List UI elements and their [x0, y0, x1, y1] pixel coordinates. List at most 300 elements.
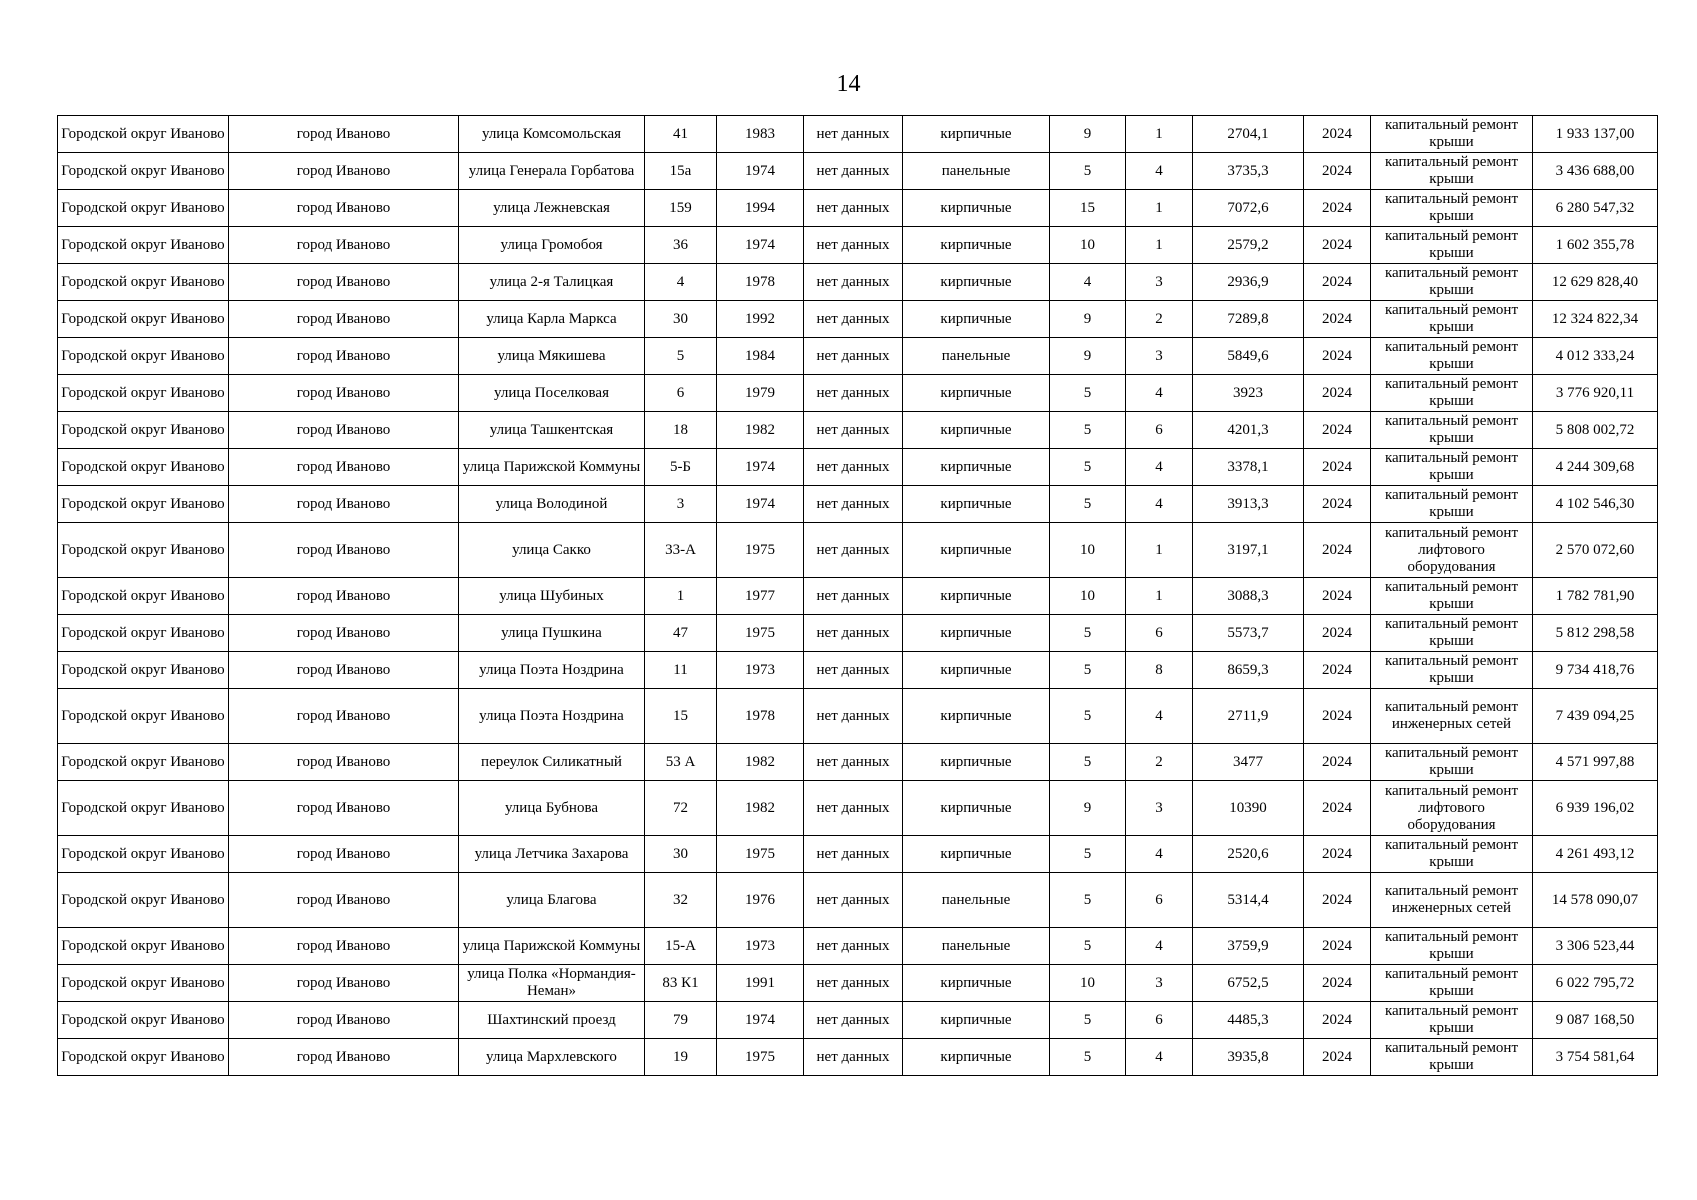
district-cell: Городской округ Иваново	[58, 578, 229, 615]
work-type-cell: капитальный ремонт крыши	[1371, 375, 1533, 412]
year-built-cell: 1974	[717, 486, 804, 523]
district-cell: Городской округ Иваново	[58, 781, 229, 836]
planned-year-cell: 2024	[1304, 227, 1371, 264]
area-cell: 2711,9	[1193, 689, 1304, 744]
table-row	[58, 375, 1658, 412]
work-type-cell: капитальный ремонт крыши	[1371, 116, 1533, 153]
floors-cell: 5	[1050, 744, 1126, 781]
locality-cell: город Иваново	[229, 1002, 459, 1039]
work-type-cell: капитальный ремонт крыши	[1371, 836, 1533, 873]
street-cell: улица Бубнова	[459, 781, 645, 836]
wall-material-cell: кирпичные	[903, 1002, 1050, 1039]
floors-cell: 9	[1050, 301, 1126, 338]
cost-cell: 4 571 997,88	[1533, 744, 1658, 781]
last-overhaul-cell: нет данных	[804, 264, 903, 301]
planned-year-cell: 2024	[1304, 375, 1371, 412]
year-built-cell: 1975	[717, 836, 804, 873]
last-overhaul-cell: нет данных	[804, 928, 903, 965]
cost-cell: 4 244 309,68	[1533, 449, 1658, 486]
last-overhaul-cell: нет данных	[804, 689, 903, 744]
last-overhaul-cell: нет данных	[804, 153, 903, 190]
area-cell: 2936,9	[1193, 264, 1304, 301]
floors-cell: 10	[1050, 523, 1126, 578]
wall-material-cell: кирпичные	[903, 190, 1050, 227]
year-built-cell: 1978	[717, 689, 804, 744]
house-number-cell: 1	[645, 578, 717, 615]
last-overhaul-cell: нет данных	[804, 523, 903, 578]
house-number-cell: 5	[645, 338, 717, 375]
work-type-cell: капитальный ремонт инженерных сетей	[1371, 689, 1533, 744]
planned-year-cell: 2024	[1304, 116, 1371, 153]
wall-material-cell: кирпичные	[903, 615, 1050, 652]
cost-cell: 4 261 493,12	[1533, 836, 1658, 873]
wall-material-cell: кирпичные	[903, 1039, 1050, 1076]
street-cell: улица Сакко	[459, 523, 645, 578]
planned-year-cell: 2024	[1304, 836, 1371, 873]
house-number-cell: 6	[645, 375, 717, 412]
last-overhaul-cell: нет данных	[804, 486, 903, 523]
work-type-cell: капитальный ремонт крыши	[1371, 486, 1533, 523]
cost-cell: 7 439 094,25	[1533, 689, 1658, 744]
entrances-cell: 3	[1126, 781, 1193, 836]
district-cell: Городской округ Иваново	[58, 486, 229, 523]
entrances-cell: 6	[1126, 615, 1193, 652]
work-type-cell: капитальный ремонт крыши	[1371, 412, 1533, 449]
work-type-cell: капитальный ремонт крыши	[1371, 652, 1533, 689]
entrances-cell: 6	[1126, 1002, 1193, 1039]
street-cell: улица Комсомольская	[459, 116, 645, 153]
work-type-cell: капитальный ремонт лифтового оборудования	[1371, 781, 1533, 836]
work-type-cell: капитальный ремонт крыши	[1371, 1002, 1533, 1039]
wall-material-cell: панельные	[903, 928, 1050, 965]
cost-cell: 12 629 828,40	[1533, 264, 1658, 301]
street-cell: улица Поэта Ноздрина	[459, 652, 645, 689]
area-cell: 10390	[1193, 781, 1304, 836]
floors-cell: 5	[1050, 615, 1126, 652]
entrances-cell: 3	[1126, 338, 1193, 375]
locality-cell: город Иваново	[229, 836, 459, 873]
floors-cell: 5	[1050, 652, 1126, 689]
district-cell: Городской округ Иваново	[58, 412, 229, 449]
entrances-cell: 1	[1126, 523, 1193, 578]
cost-cell: 1 782 781,90	[1533, 578, 1658, 615]
floors-cell: 9	[1050, 116, 1126, 153]
last-overhaul-cell: нет данных	[804, 116, 903, 153]
year-built-cell: 1977	[717, 578, 804, 615]
last-overhaul-cell: нет данных	[804, 744, 903, 781]
planned-year-cell: 2024	[1304, 153, 1371, 190]
year-built-cell: 1976	[717, 873, 804, 928]
last-overhaul-cell: нет данных	[804, 652, 903, 689]
cost-cell: 5 808 002,72	[1533, 412, 1658, 449]
district-cell: Городской округ Иваново	[58, 836, 229, 873]
floors-cell: 5	[1050, 873, 1126, 928]
area-cell: 3913,3	[1193, 486, 1304, 523]
district-cell: Городской округ Иваново	[58, 744, 229, 781]
street-cell: улица Шубиных	[459, 578, 645, 615]
district-cell: Городской округ Иваново	[58, 615, 229, 652]
entrances-cell: 2	[1126, 744, 1193, 781]
year-built-cell: 1974	[717, 227, 804, 264]
year-built-cell: 1983	[717, 116, 804, 153]
entrances-cell: 1	[1126, 116, 1193, 153]
area-cell: 3088,3	[1193, 578, 1304, 615]
locality-cell: город Иваново	[229, 116, 459, 153]
street-cell: улица Карла Маркса	[459, 301, 645, 338]
floors-cell: 5	[1050, 689, 1126, 744]
locality-cell: город Иваново	[229, 652, 459, 689]
last-overhaul-cell: нет данных	[804, 965, 903, 1002]
area-cell: 6752,5	[1193, 965, 1304, 1002]
area-cell: 3197,1	[1193, 523, 1304, 578]
street-cell: улица Благова	[459, 873, 645, 928]
area-cell: 7072,6	[1193, 190, 1304, 227]
district-cell: Городской округ Иваново	[58, 116, 229, 153]
district-cell: Городской округ Иваново	[58, 873, 229, 928]
table-row	[58, 412, 1658, 449]
table-row	[58, 301, 1658, 338]
district-cell: Городской округ Иваново	[58, 1039, 229, 1076]
cost-cell: 1 933 137,00	[1533, 116, 1658, 153]
house-number-cell: 33-А	[645, 523, 717, 578]
cost-cell: 5 812 298,58	[1533, 615, 1658, 652]
entrances-cell: 3	[1126, 264, 1193, 301]
year-built-cell: 1974	[717, 1002, 804, 1039]
district-cell: Городской округ Иваново	[58, 449, 229, 486]
area-cell: 4201,3	[1193, 412, 1304, 449]
house-number-cell: 15	[645, 689, 717, 744]
entrances-cell: 4	[1126, 1039, 1193, 1076]
floors-cell: 10	[1050, 578, 1126, 615]
wall-material-cell: кирпичные	[903, 689, 1050, 744]
last-overhaul-cell: нет данных	[804, 338, 903, 375]
district-cell: Городской округ Иваново	[58, 928, 229, 965]
district-cell: Городской округ Иваново	[58, 689, 229, 744]
cost-cell: 3 306 523,44	[1533, 928, 1658, 965]
planned-year-cell: 2024	[1304, 301, 1371, 338]
planned-year-cell: 2024	[1304, 1002, 1371, 1039]
cost-cell: 4 102 546,30	[1533, 486, 1658, 523]
table-row	[58, 652, 1658, 689]
area-cell: 8659,3	[1193, 652, 1304, 689]
locality-cell: город Иваново	[229, 227, 459, 264]
locality-cell: город Иваново	[229, 301, 459, 338]
last-overhaul-cell: нет данных	[804, 578, 903, 615]
year-built-cell: 1973	[717, 928, 804, 965]
area-cell: 5314,4	[1193, 873, 1304, 928]
entrances-cell: 1	[1126, 578, 1193, 615]
entrances-cell: 4	[1126, 153, 1193, 190]
year-built-cell: 1975	[717, 523, 804, 578]
year-built-cell: 1992	[717, 301, 804, 338]
entrances-cell: 6	[1126, 412, 1193, 449]
work-type-cell: капитальный ремонт крыши	[1371, 190, 1533, 227]
year-built-cell: 1984	[717, 338, 804, 375]
floors-cell: 9	[1050, 338, 1126, 375]
floors-cell: 5	[1050, 375, 1126, 412]
area-cell: 5573,7	[1193, 615, 1304, 652]
street-cell: улица Лежневская	[459, 190, 645, 227]
wall-material-cell: кирпичные	[903, 652, 1050, 689]
house-number-cell: 19	[645, 1039, 717, 1076]
planned-year-cell: 2024	[1304, 338, 1371, 375]
table-row	[58, 615, 1658, 652]
planned-year-cell: 2024	[1304, 965, 1371, 1002]
planned-year-cell: 2024	[1304, 928, 1371, 965]
locality-cell: город Иваново	[229, 1039, 459, 1076]
house-number-cell: 15а	[645, 153, 717, 190]
entrances-cell: 8	[1126, 652, 1193, 689]
table-row	[58, 928, 1658, 965]
floors-cell: 5	[1050, 486, 1126, 523]
floors-cell: 5	[1050, 153, 1126, 190]
cost-cell: 9 087 168,50	[1533, 1002, 1658, 1039]
year-built-cell: 1974	[717, 449, 804, 486]
work-type-cell: капитальный ремонт крыши	[1371, 449, 1533, 486]
year-built-cell: 1982	[717, 412, 804, 449]
table-row	[58, 1002, 1658, 1039]
year-built-cell: 1982	[717, 744, 804, 781]
house-number-cell: 47	[645, 615, 717, 652]
wall-material-cell: кирпичные	[903, 375, 1050, 412]
district-cell: Городской округ Иваново	[58, 375, 229, 412]
wall-material-cell: кирпичные	[903, 449, 1050, 486]
year-built-cell: 1982	[717, 781, 804, 836]
house-number-cell: 4	[645, 264, 717, 301]
house-number-cell: 11	[645, 652, 717, 689]
entrances-cell: 3	[1126, 965, 1193, 1002]
work-type-cell: капитальный ремонт крыши	[1371, 338, 1533, 375]
table-row	[58, 1039, 1658, 1076]
table-row	[58, 744, 1658, 781]
last-overhaul-cell: нет данных	[804, 190, 903, 227]
street-cell: улица Ташкентская	[459, 412, 645, 449]
cost-cell: 14 578 090,07	[1533, 873, 1658, 928]
entrances-cell: 4	[1126, 928, 1193, 965]
wall-material-cell: кирпичные	[903, 523, 1050, 578]
street-cell: улица 2-я Талицкая	[459, 264, 645, 301]
floors-cell: 15	[1050, 190, 1126, 227]
entrances-cell: 6	[1126, 873, 1193, 928]
cost-cell: 6 280 547,32	[1533, 190, 1658, 227]
entrances-cell: 1	[1126, 190, 1193, 227]
floors-cell: 5	[1050, 1039, 1126, 1076]
house-number-cell: 41	[645, 116, 717, 153]
wall-material-cell: кирпичные	[903, 744, 1050, 781]
work-type-cell: капитальный ремонт крыши	[1371, 1039, 1533, 1076]
last-overhaul-cell: нет данных	[804, 301, 903, 338]
house-number-cell: 15-А	[645, 928, 717, 965]
street-cell: улица Мякишева	[459, 338, 645, 375]
house-number-cell: 18	[645, 412, 717, 449]
entrances-cell: 4	[1126, 375, 1193, 412]
cost-cell: 6 939 196,02	[1533, 781, 1658, 836]
cost-cell: 3 776 920,11	[1533, 375, 1658, 412]
district-cell: Городской округ Иваново	[58, 190, 229, 227]
cost-cell: 3 436 688,00	[1533, 153, 1658, 190]
planned-year-cell: 2024	[1304, 412, 1371, 449]
last-overhaul-cell: нет данных	[804, 781, 903, 836]
wall-material-cell: панельные	[903, 153, 1050, 190]
table-row	[58, 873, 1658, 928]
table-row	[58, 153, 1658, 190]
last-overhaul-cell: нет данных	[804, 1002, 903, 1039]
entrances-cell: 4	[1126, 449, 1193, 486]
locality-cell: город Иваново	[229, 615, 459, 652]
cost-cell: 4 012 333,24	[1533, 338, 1658, 375]
last-overhaul-cell: нет данных	[804, 873, 903, 928]
area-cell: 2579,2	[1193, 227, 1304, 264]
work-type-cell: капитальный ремонт крыши	[1371, 227, 1533, 264]
street-cell: улица Парижской Коммуны	[459, 928, 645, 965]
street-cell: Шахтинский проезд	[459, 1002, 645, 1039]
table-row	[58, 190, 1658, 227]
district-cell: Городской округ Иваново	[58, 227, 229, 264]
house-number-cell: 30	[645, 836, 717, 873]
area-cell: 4485,3	[1193, 1002, 1304, 1039]
street-cell: улица Генерала Горбатова	[459, 153, 645, 190]
locality-cell: город Иваново	[229, 965, 459, 1002]
cost-cell: 3 754 581,64	[1533, 1039, 1658, 1076]
area-cell: 5849,6	[1193, 338, 1304, 375]
year-built-cell: 1975	[717, 1039, 804, 1076]
planned-year-cell: 2024	[1304, 264, 1371, 301]
locality-cell: город Иваново	[229, 153, 459, 190]
wall-material-cell: кирпичные	[903, 227, 1050, 264]
floors-cell: 9	[1050, 781, 1126, 836]
street-cell: улица Мархлевского	[459, 1039, 645, 1076]
work-type-cell: капитальный ремонт крыши	[1371, 264, 1533, 301]
house-number-cell: 36	[645, 227, 717, 264]
wall-material-cell: кирпичные	[903, 965, 1050, 1002]
street-cell: улица Пушкина	[459, 615, 645, 652]
year-built-cell: 1991	[717, 965, 804, 1002]
table-row	[58, 338, 1658, 375]
cost-cell: 12 324 822,34	[1533, 301, 1658, 338]
work-type-cell: капитальный ремонт крыши	[1371, 301, 1533, 338]
entrances-cell: 4	[1126, 836, 1193, 873]
planned-year-cell: 2024	[1304, 523, 1371, 578]
district-cell: Городской округ Иваново	[58, 338, 229, 375]
work-type-cell: капитальный ремонт инженерных сетей	[1371, 873, 1533, 928]
district-cell: Городской округ Иваново	[58, 523, 229, 578]
last-overhaul-cell: нет данных	[804, 412, 903, 449]
table-row	[58, 227, 1658, 264]
last-overhaul-cell: нет данных	[804, 615, 903, 652]
house-number-cell: 32	[645, 873, 717, 928]
wall-material-cell: панельные	[903, 873, 1050, 928]
wall-material-cell: панельные	[903, 338, 1050, 375]
entrances-cell: 2	[1126, 301, 1193, 338]
wall-material-cell: кирпичные	[903, 301, 1050, 338]
district-cell: Городской округ Иваново	[58, 153, 229, 190]
wall-material-cell: кирпичные	[903, 836, 1050, 873]
area-cell: 3935,8	[1193, 1039, 1304, 1076]
table-row	[58, 689, 1658, 744]
page-number: 14	[836, 71, 861, 97]
street-cell: улица Парижской Коммуны	[459, 449, 645, 486]
table-row	[58, 578, 1658, 615]
locality-cell: город Иваново	[229, 744, 459, 781]
work-type-cell: капитальный ремонт крыши	[1371, 965, 1533, 1002]
wall-material-cell: кирпичные	[903, 578, 1050, 615]
street-cell: улица Полка «Нормандия-Неман»	[459, 965, 645, 1002]
locality-cell: город Иваново	[229, 264, 459, 301]
last-overhaul-cell: нет данных	[804, 1039, 903, 1076]
district-cell: Городской округ Иваново	[58, 1002, 229, 1039]
planned-year-cell: 2024	[1304, 578, 1371, 615]
wall-material-cell: кирпичные	[903, 781, 1050, 836]
house-number-cell: 72	[645, 781, 717, 836]
planned-year-cell: 2024	[1304, 486, 1371, 523]
housing-register-table	[57, 115, 1658, 1076]
house-number-cell: 3	[645, 486, 717, 523]
year-built-cell: 1973	[717, 652, 804, 689]
locality-cell: город Иваново	[229, 873, 459, 928]
district-cell: Городской округ Иваново	[58, 301, 229, 338]
locality-cell: город Иваново	[229, 486, 459, 523]
street-cell: переулок Силикатный	[459, 744, 645, 781]
floors-cell: 5	[1050, 449, 1126, 486]
locality-cell: город Иваново	[229, 689, 459, 744]
wall-material-cell: кирпичные	[903, 486, 1050, 523]
district-cell: Городской округ Иваново	[58, 264, 229, 301]
table-row	[58, 781, 1658, 836]
planned-year-cell: 2024	[1304, 1039, 1371, 1076]
work-type-cell: капитальный ремонт крыши	[1371, 744, 1533, 781]
locality-cell: город Иваново	[229, 928, 459, 965]
table-row	[58, 836, 1658, 873]
cost-cell: 1 602 355,78	[1533, 227, 1658, 264]
area-cell: 3923	[1193, 375, 1304, 412]
planned-year-cell: 2024	[1304, 873, 1371, 928]
table-body	[58, 116, 1658, 1076]
table-row	[58, 486, 1658, 523]
entrances-cell: 1	[1126, 227, 1193, 264]
year-built-cell: 1975	[717, 615, 804, 652]
locality-cell: город Иваново	[229, 375, 459, 412]
locality-cell: город Иваново	[229, 781, 459, 836]
area-cell: 3378,1	[1193, 449, 1304, 486]
planned-year-cell: 2024	[1304, 652, 1371, 689]
year-built-cell: 1978	[717, 264, 804, 301]
floors-cell: 5	[1050, 836, 1126, 873]
floors-cell: 10	[1050, 965, 1126, 1002]
house-number-cell: 79	[645, 1002, 717, 1039]
table-row	[58, 264, 1658, 301]
locality-cell: город Иваново	[229, 412, 459, 449]
locality-cell: город Иваново	[229, 190, 459, 227]
street-cell: улица Поселковая	[459, 375, 645, 412]
floors-cell: 4	[1050, 264, 1126, 301]
locality-cell: город Иваново	[229, 449, 459, 486]
work-type-cell: капитальный ремонт лифтового оборудования	[1371, 523, 1533, 578]
area-cell: 3735,3	[1193, 153, 1304, 190]
year-built-cell: 1979	[717, 375, 804, 412]
planned-year-cell: 2024	[1304, 615, 1371, 652]
locality-cell: город Иваново	[229, 338, 459, 375]
cost-cell: 2 570 072,60	[1533, 523, 1658, 578]
wall-material-cell: кирпичные	[903, 116, 1050, 153]
house-number-cell: 5-Б	[645, 449, 717, 486]
cost-cell: 6 022 795,72	[1533, 965, 1658, 1002]
planned-year-cell: 2024	[1304, 190, 1371, 227]
street-cell: улица Володиной	[459, 486, 645, 523]
entrances-cell: 4	[1126, 486, 1193, 523]
locality-cell: город Иваново	[229, 578, 459, 615]
floors-cell: 10	[1050, 227, 1126, 264]
street-cell: улица Громобоя	[459, 227, 645, 264]
